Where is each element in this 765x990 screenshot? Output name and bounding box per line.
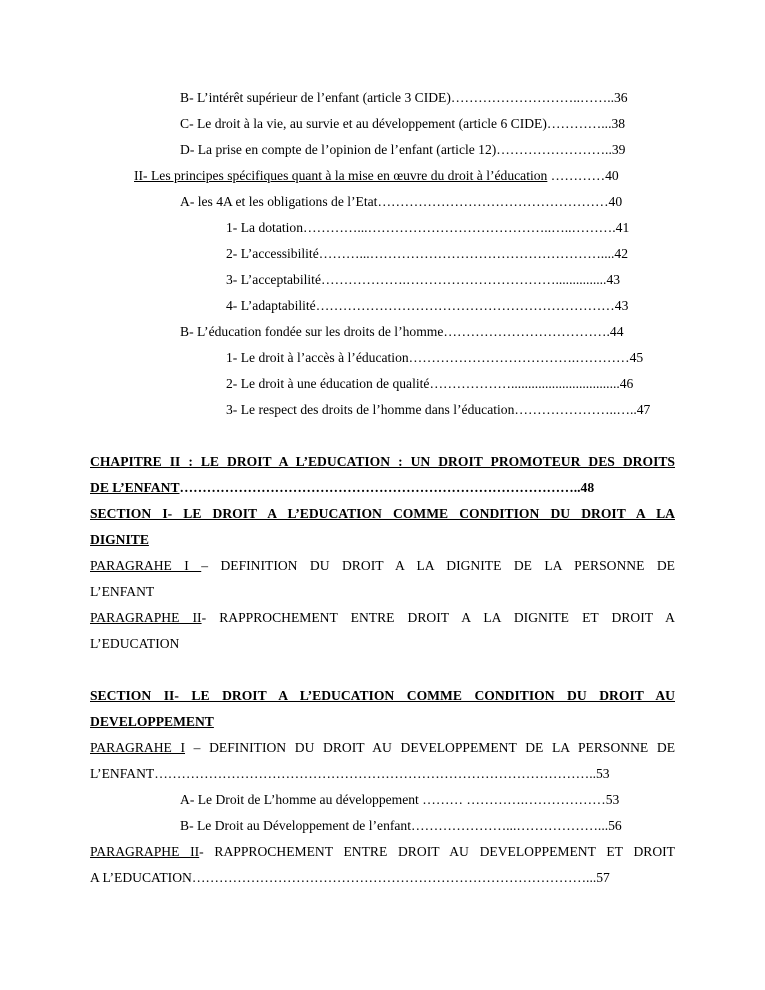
chapter-2-heading-line2 — [90, 479, 594, 497]
toc-entry-education-droits-homme: B- L’éducation fondée sur les droits de l’homme……………………………….44 — [180, 324, 624, 339]
toc-entry-adaptabilite: 4- L’adaptabilité…………………………………………………………43 — [226, 298, 629, 313]
section-2-heading-line2: DEVELOPPEMENT — [90, 714, 214, 729]
toc-entry-droit-developpement-enfant: B- Le Droit au Développement de l’enfant…………………...………………...56 — [180, 818, 622, 833]
toc-entry-principes-specifiques-dots: …………40 — [547, 168, 619, 183]
paragraph-4-label: PARAGRAPHE II — [90, 844, 200, 859]
chapter-2-heading-title-end: DE L’ENFANT — [90, 480, 180, 495]
paragraph-3-heading-line2: L’ENFANT……………………………………………………………………………………..53 — [90, 766, 610, 781]
toc-entry-droit-homme-developpement: A- Le Droit de L’homme au développement ……… ………….………………53 — [180, 792, 620, 807]
paragraph-3-title: – DEFINITION DU DROIT AU DEVELOPPEMENT DE LA PERSONNE DE — [185, 740, 675, 755]
toc-entry-principes-specifiques — [134, 167, 619, 185]
paragraph-1-label: PARAGRAHE I — [90, 558, 202, 573]
paragraph-1-title: – DEFINITION DU DROIT A LA DIGNITE DE LA PERSONNE DE — [201, 558, 675, 573]
paragraph-3-heading-line1 — [90, 739, 675, 757]
paragraph-4-heading-line2: A L’EDUCATION……………………………………………………………………………...57 — [90, 870, 610, 885]
toc-entry-droit-a-la-vie: C- Le droit à la vie, au survie et au développement (article 6 CIDE)…………...38 — [180, 116, 626, 131]
toc-entry-respect-droits: 3- Le respect des droits de l’homme dans l’éducation…………………..…..47 — [226, 402, 651, 417]
toc-entry-principes-specifiques-title: II- Les principes spécifiques quant à la mise en œuvre du droit à l’éducation — [134, 168, 548, 183]
toc-entry-accessibilite: 2- L’accessibilité………...……………………………………………....42 — [226, 246, 628, 261]
paragraph-1-heading-line1 — [90, 557, 675, 575]
chapter-2-heading-line1: CHAPITRE II : LE DROIT A L’EDUCATION : UN DROIT PROMOTEUR DES DROITS — [90, 454, 675, 469]
paragraph-2-heading-line2: L’EDUCATION — [90, 636, 180, 651]
paragraph-3-label: PARAGRAHE I — [90, 740, 186, 755]
paragraph-4-title: - RAPPROCHEMENT ENTRE DROIT AU DEVELOPPEMENT ET DROIT — [199, 844, 675, 859]
paragraph-4-heading-line1 — [90, 843, 675, 861]
paragraph-2-label: PARAGRAPHE II — [90, 610, 202, 625]
section-2-heading-line1: SECTION II- LE DROIT A L’EDUCATION COMME CONDITION DU DROIT AU — [90, 688, 675, 703]
section-1-heading-line2: DIGNITE — [90, 532, 149, 547]
toc-entry-interet-superieur: B- L’intérêt supérieur de l’enfant (article 3 CIDE)………………………..……..36 — [180, 90, 628, 105]
toc-entry-acceptabilite: 3- L’acceptabilité……………….……………………………...............43 — [226, 272, 621, 287]
toc-entry-dotation: 1- La dotation…………...…………………………………..…..……….41 — [226, 220, 630, 235]
section-1-heading-line1: SECTION I- LE DROIT A L’EDUCATION COMME CONDITION DU DROIT A LA — [90, 506, 675, 521]
toc-entry-4a-obligations: A- les 4A et les obligations de l’Etat……………………………………………40 — [180, 194, 623, 209]
chapter-2-heading-dots: ……………………………………………………………………………..48 — [179, 480, 595, 495]
paragraph-2-heading-line1 — [90, 609, 675, 627]
toc-entry-opinion-enfant: D- La prise en compte de l’opinion de l’enfant (article 12)……………………..39 — [180, 142, 626, 157]
paragraph-1-heading-line2: L’ENFANT — [90, 584, 155, 599]
paragraph-2-title: - RAPPROCHEMENT ENTRE DROIT A LA DIGNITE ET DROIT A — [201, 610, 675, 625]
toc-entry-education-qualite: 2- Le droit à une éducation de qualité………………................................46 — [226, 376, 634, 391]
toc-entry-acces-education: 1- Le droit à l’accès à l’éducation……………………………….…………45 — [226, 350, 644, 365]
